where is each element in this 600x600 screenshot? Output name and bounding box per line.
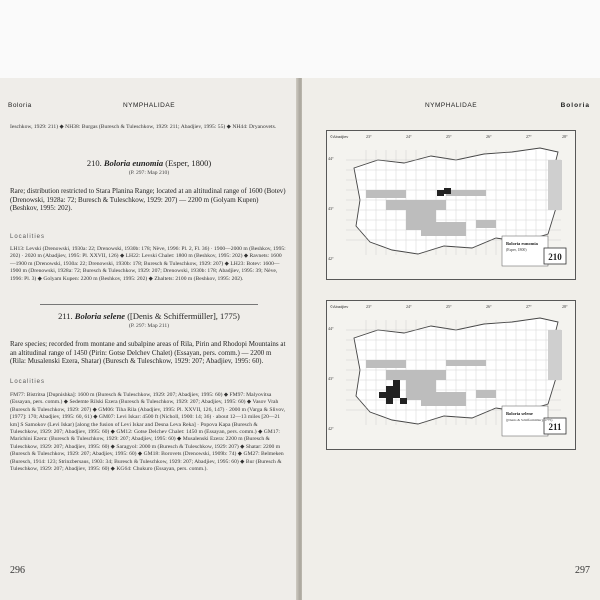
svg-text:26°: 26° bbox=[486, 304, 492, 309]
map-corner-label: ©Abadjiev bbox=[330, 134, 349, 139]
species-number: 211. bbox=[58, 311, 73, 321]
species-211-description: Rare species; recorded from montane and subalpine areas of Rila, Pirin and Rhodopi Mountains at an altitudinal range of 1450 (Pirin: Gotse Delchev Chalet) (Essayan, pers. comm.) — 2200 m (Rila: Musalenski Ezera, Shatar) (Buresch & Tuleschkow, 1929: 207; Abadjiev, 1995: 60). bbox=[10, 340, 286, 366]
svg-text:26°: 26° bbox=[486, 134, 492, 139]
svg-text:44°: 44° bbox=[328, 156, 334, 161]
running-header-genus: Boloria bbox=[560, 102, 590, 109]
species-211-title bbox=[0, 311, 298, 321]
map-number: 211 bbox=[548, 422, 562, 432]
species-210-localities: LH13: Levski (Drenowski, 1930a: 22; Drenowski, 1930b: 178; Nève, 1996: Pl. 2, Fl. 36) · 1900—2000 m (Beshkov, 1995: 202) · 2020 m (Abadjiev, 1995: Pl. XXVII, 126) ◆ LH22: Levski Chalet: 1800 m (Beshkov, 1995: 202) ◆ Ravnets: 1600—1900 m (Drenowski, 1930a: 22; Drenowski, 1930b: 178; Buresch & Tuleschkow, 1929: 207) ◆ LH23: Botev: 1600—1900 m (Drenowski, 1928a: 72; Buresch & Tuleschkow, 1929: 207; Drenowski, 1930b: 178; Abadjiev, 1995: 39; Nève, 1996: Pl. 3) ◆ Golyam Kupen: 2200 m (Beshkov, 1995: 202) ◆ Zhaltets: 2100 m (Beshkov, 1995: 202). bbox=[10, 246, 286, 282]
legend-author: ([Denis & Schiffermüller], 1775) bbox=[506, 418, 553, 422]
left-page bbox=[0, 78, 298, 600]
svg-text:25°: 25° bbox=[446, 134, 452, 139]
svg-text:42°: 42° bbox=[328, 256, 334, 261]
svg-text:23°: 23° bbox=[366, 134, 372, 139]
svg-text:24°: 24° bbox=[406, 304, 412, 309]
svg-text:24°: 24° bbox=[406, 134, 412, 139]
continued-text: Ieschkow, 1929: 211) ◆ NH38: Burgas (Buresch & Tuleschkow, 1929: 211; Abadjiev, 1995: 55) ◆ NH44: Dryanovets. bbox=[10, 124, 277, 130]
legend-author: (Esper, 1800) bbox=[506, 248, 527, 252]
svg-text:44°: 44° bbox=[328, 326, 334, 331]
black-sea bbox=[548, 160, 562, 210]
svg-text:43°: 43° bbox=[328, 376, 334, 381]
species-211-localities: FM77: Bistritsa [Dupnishka]: 1600 m (Buresch & Tuleschkow, 1929: 207; Abadjiev, 1995: 60) ◆ FM97: Malyovitsa (Essayan, pers. comm.) ◆ Sedemte Rilski Ezera (Buresch & Tuleschkow, 1929: 207; Abadjiev, 1995: 60) ◆ Vasov Vrah (Buresch & Tuleschkow, 1929: 207) ◆ GM06: Tiha Rila (Abadjiev, 1995: Pl. XXVII, 126, 147) · 2000 m (Varga & Slivov, [1977]: 170; Abadjiev, 1995: 60, 61) ◆ GM07: Levi Iskar: 4500 ft (Nicholl, 1900: 14; 36) · about 12—13 miles [20—21 km] S Samokov (Levi Iskar) [along the fusion of Levi Iskar and Desna Leva Reka] · Popova Kapa (Buresch & Tuleschkow, 1929: 207; Abadjiev, 1995: 60) ◆ GM12: Gotse Delchev Chalet: 1450 m (Essayan, pers. comm.) ◆ GM17: Marichini Ezera: (Buresch & Tuleschkow, 1929: 207; Abadjiev, 1995: 60) ◆ Musalenski Ezera: 2200 m (Buresch & Tuleschkow, 1929: 207; Abadjiev, 1995: 60) ◆ Saragyol: 2000 m (Buresch & Tuleschkow, 1929: 207) ◆ Shatar: 2200 m (Buresch & Tuleschkow, 1929: 207; Abadjiev, 1995: 60) ◆ GM18: Borovets (Drenowski, 1909b: 74) ◆ GM27: Belmeken (Buresch, 1914: 123; Strinzbersaus, 1903: 34; Buresch & Tuleschkow, 1929: 207; Abadjiev, 1995: 60) ◆ Bur (Buresch & Tuleschkow, 1929: 207; Abadjiev, 1995: 60) ◆ KG64: Chukuro (Essayan, pers. comm.). bbox=[10, 392, 286, 473]
map-corner-label: ©Abadjiev bbox=[330, 304, 349, 309]
svg-text:28°: 28° bbox=[562, 134, 568, 139]
section-divider bbox=[40, 304, 258, 305]
species-number: 210. bbox=[86, 158, 102, 168]
species-210-title bbox=[0, 158, 298, 168]
map-211-svg bbox=[326, 300, 576, 450]
black-sea bbox=[548, 330, 562, 380]
right-page bbox=[302, 78, 600, 600]
species-210-map-ref: (P. 297: Map 210) bbox=[128, 170, 170, 176]
legend-species: Boloria eunomia bbox=[506, 241, 538, 246]
distribution-map-210 bbox=[326, 130, 576, 280]
svg-text:25°: 25° bbox=[446, 304, 452, 309]
svg-text:43°: 43° bbox=[328, 206, 334, 211]
localities-heading: Localities bbox=[10, 379, 46, 385]
running-header-family: NYMPHALIDAE bbox=[424, 102, 478, 109]
species-210-description: Rare; distribution restricted to Stara Planina Range; located at an altitudinal range of 1600 (Botev) (Drenowski, 1928a: 72; Buresch & Tuleschkow, 1929: 207) — 2200 m (Golyam Kupen) (Beshkov, 1995: 202). bbox=[10, 187, 286, 213]
running-header-family: NYMPHALIDAE bbox=[122, 102, 176, 109]
species-author: ([Denis & Schiffermüller], 1775) bbox=[127, 311, 240, 321]
svg-text:28°: 28° bbox=[562, 304, 568, 309]
distribution-map-211 bbox=[326, 300, 576, 450]
svg-text:27°: 27° bbox=[526, 134, 532, 139]
localities-heading: Localities bbox=[10, 234, 46, 240]
page-number-left: 296 bbox=[10, 565, 25, 576]
running-header-genus: Boloria bbox=[8, 102, 32, 109]
species-author: (Esper, 1800) bbox=[165, 158, 212, 168]
svg-text:42°: 42° bbox=[328, 426, 334, 431]
page-number-right: 297 bbox=[575, 565, 590, 576]
map-number: 210 bbox=[548, 252, 562, 262]
species-211-map-ref: (P. 297: Map 211) bbox=[128, 323, 170, 329]
record-square bbox=[444, 188, 451, 194]
species-name: Boloria selene bbox=[74, 311, 126, 321]
map-210-svg bbox=[326, 130, 576, 280]
species-name: Boloria eunomia bbox=[103, 158, 164, 168]
svg-text:27°: 27° bbox=[526, 304, 532, 309]
legend-species: Boloria selene bbox=[506, 411, 533, 416]
record-square bbox=[437, 190, 444, 196]
background bbox=[0, 0, 600, 78]
svg-text:23°: 23° bbox=[366, 304, 372, 309]
